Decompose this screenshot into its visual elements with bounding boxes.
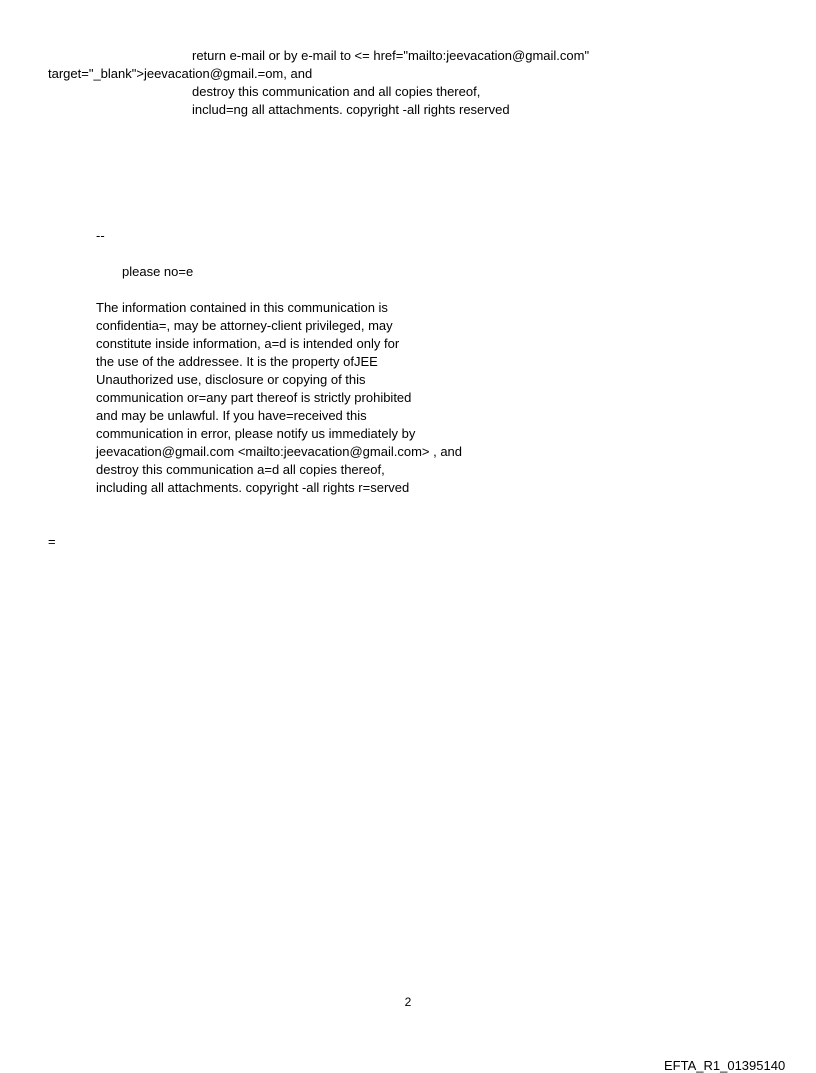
notice-line: the use of the addressee. It is the property ofJEE xyxy=(96,354,378,369)
notice-line: Unauthorized use, disclosure or copying of this xyxy=(96,372,366,387)
greeting: please no=e xyxy=(122,264,194,279)
notice-line: including all attachments. copyright -all rights r=served xyxy=(96,480,410,495)
notice-line: destroy this communication a=d all copies thereof, xyxy=(96,462,385,477)
notice-line: constitute inside information, a=d is intended only for xyxy=(96,336,400,351)
top-block-line: return e-mail or by e-mail to <= href="mailto:jeevacation@gmail.com" xyxy=(192,48,590,63)
page-number: 2 xyxy=(404,995,412,1009)
notice-line: and may be unlawful. If you have=received this xyxy=(96,408,367,423)
notice-line: communication in error, please notify us immediately by xyxy=(96,426,416,441)
trailing-mark: = xyxy=(48,534,56,549)
notice-line: communication or=any part thereof is strictly prohibited xyxy=(96,390,412,405)
notice-line: confidentia=, may be attorney-client privileged, may xyxy=(96,318,393,333)
separator: -- xyxy=(96,228,105,243)
top-block-line: destroy this communication and all copies thereof, xyxy=(192,84,481,99)
top-block-line: target="_blank">jeevacation@gmail.=om, and xyxy=(48,66,313,81)
notice-line: jeevacation@gmail.com <mailto:jeevacation@gmail.com> , and xyxy=(96,444,463,459)
notice-line: The information contained in this communication is xyxy=(96,300,388,315)
bates-number: EFTA_R1_01395140 xyxy=(664,1058,786,1073)
top-block-line: includ=ng all attachments. copyright -all rights reserved xyxy=(192,102,510,117)
